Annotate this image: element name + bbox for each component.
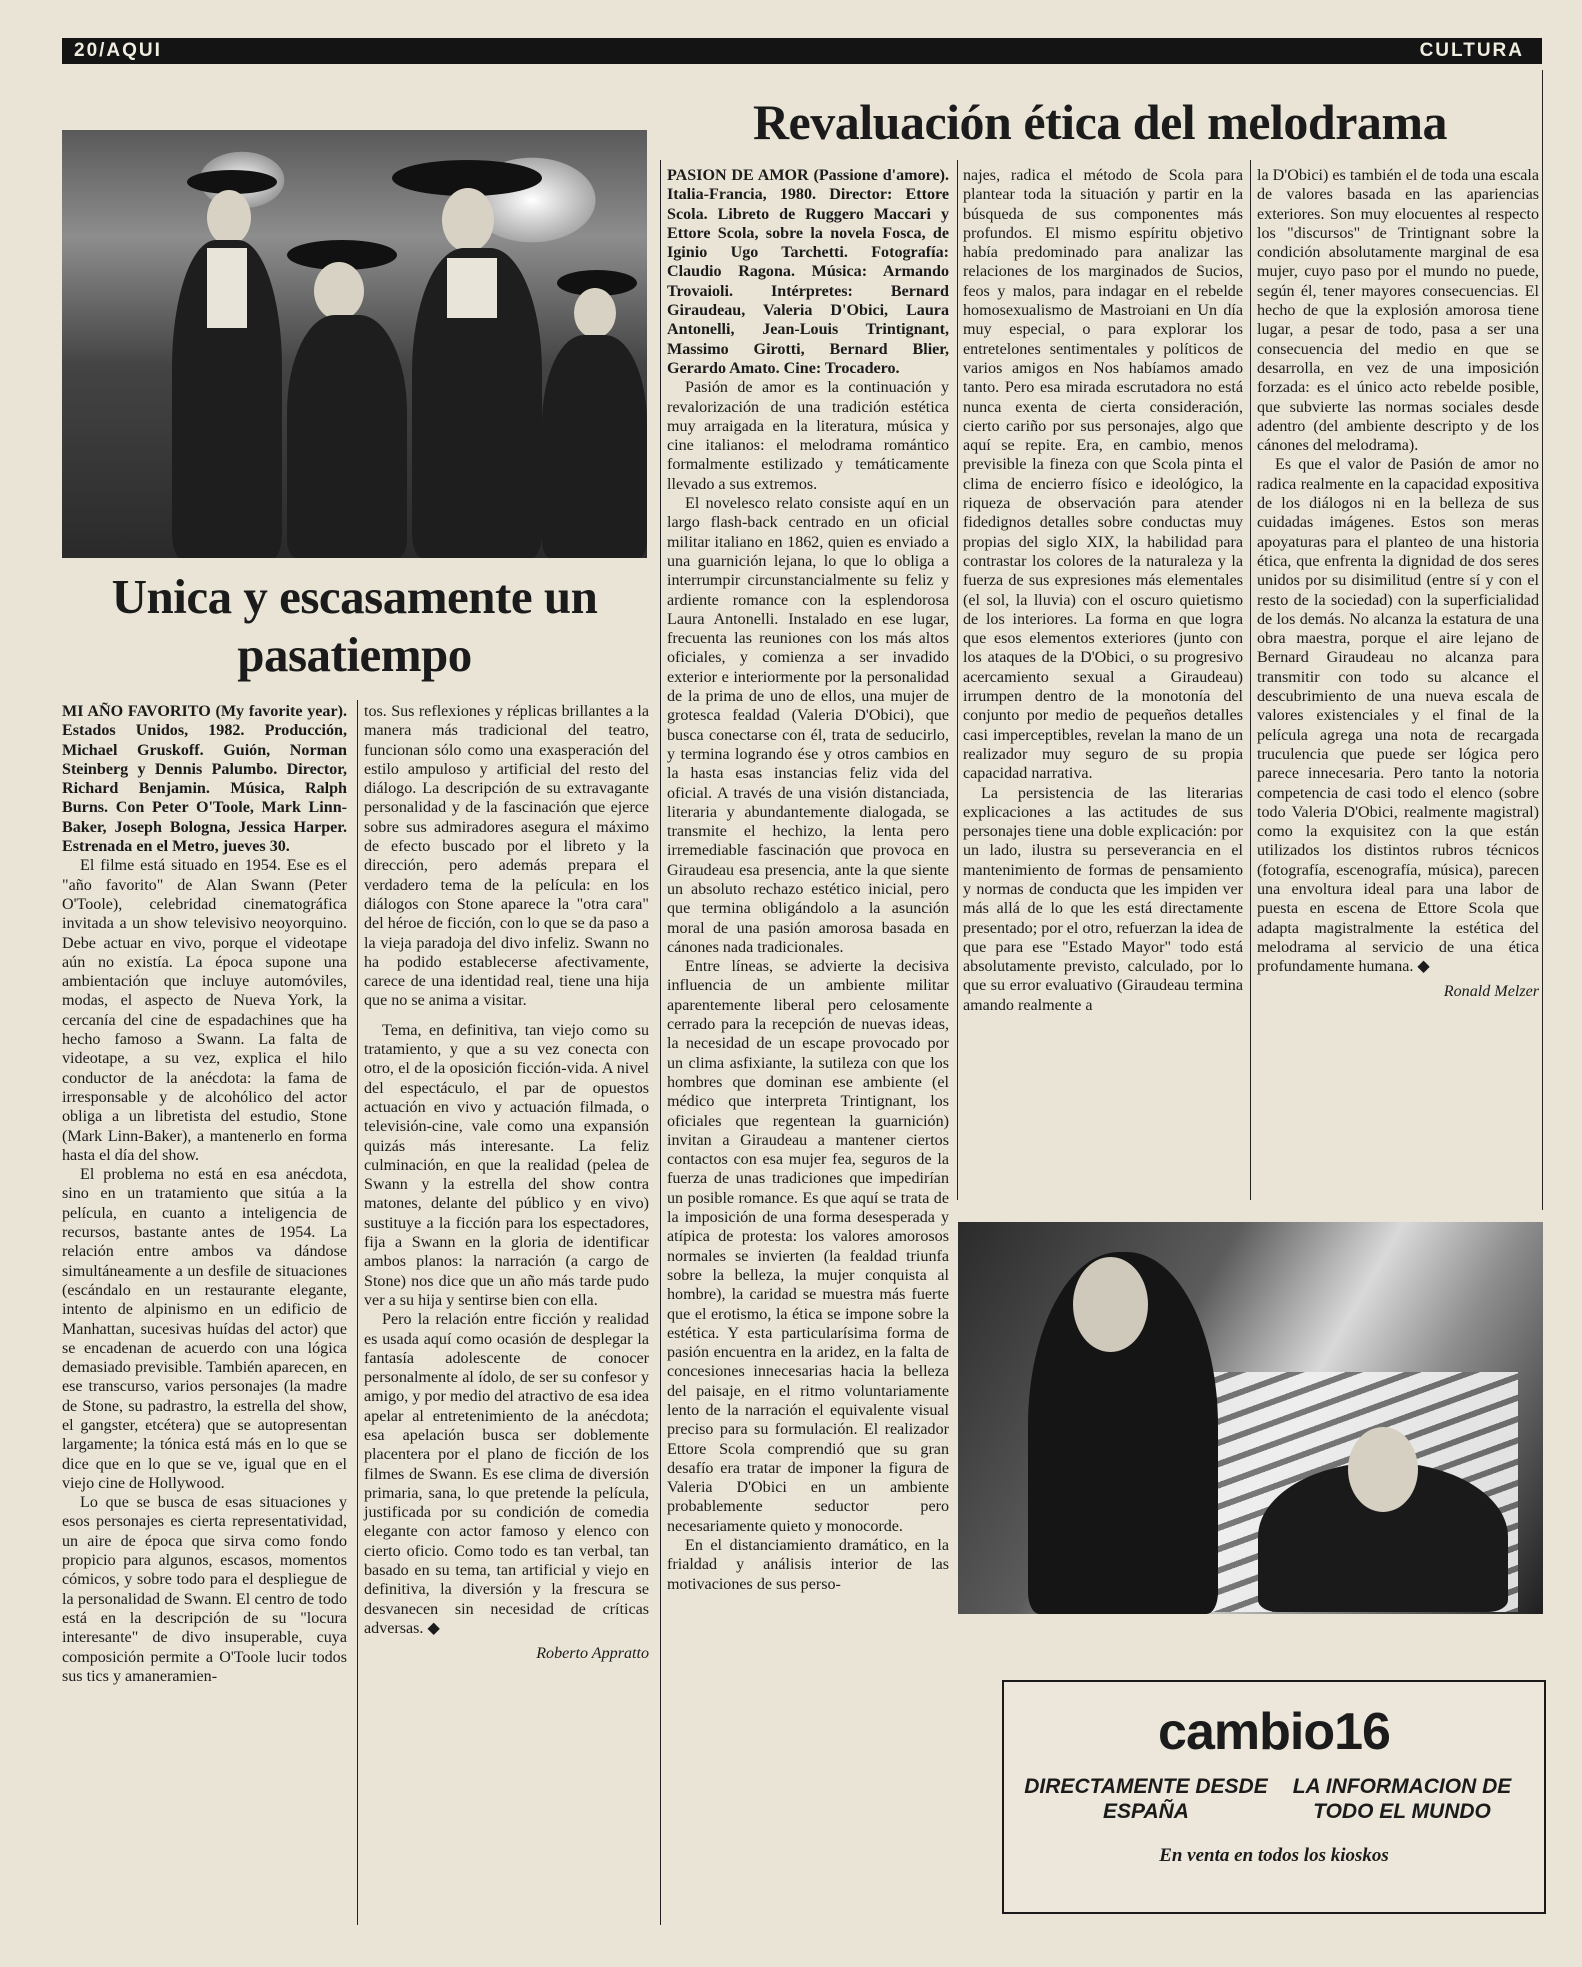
film-still-photo-2 <box>958 1222 1543 1614</box>
column-rule <box>1250 160 1251 1200</box>
page-header-bar <box>62 38 1542 64</box>
film-still-photo <box>62 130 647 558</box>
page-number: 20/AQUI <box>74 40 162 61</box>
paragraph: la D'Obici) es también el de toda una escala de valores basada en las apariencias exteriores. Son muy elocuentes al respecto los "discursos" de Trintignant sobre la condición absolutamente marginal de esa mujer, cuyo paso por el mundo no puede, según él, tener mayores consecuencias. El hecho de que la explosión amorosa tiene lugar, a pesar de todo, pasa a ser una consecuencia del medio en que se desarrolla, en vez de una imposición forzada: es el único acto rebelde posible, que subvierte las normas sociales desde adentro (del ambiente descripto y de los cánones del melodrama). <box>1257 167 1539 455</box>
ad-left-tagline: DIRECTAMENTE DESDE ESPAÑA <box>1024 1775 1268 1823</box>
paragraph: En el distanciamiento dramático, en la frialdad y análisis interior de las motivaciones de sus perso- <box>667 1537 949 1593</box>
paragraph: Pero la relación entre ficción y realidad es usada aquí como ocasión de desplegar la fantasía adolescente de conocer personalmente al ídolo, de ser su confesor y amigo, y por medio del atractivo de esa idea apelar al entretenimiento de la anécdota; esa apelación busca ser doblemente placentera por el plano de ficción de los filmes de Swann. Es ese clima de diversión primaria, sana, lo que pretende la película, justificada por su condición de comedia elegante con actor famoso y elenco con cierto oficio. Como todo es tan verbal, tan basado en su tema, tan artificial y viejo en definitiva, la diversión y la frescura se desvanecen sin necesidad de críticas adversas. ◆ <box>364 1311 649 1637</box>
paragraph: Es que el valor de Pasión de amor no radica realmente en la capacidad expositiva de los diálogos ni en la belleza de sus cuidadas imágenes. Estos son meras apoyaturas para el planteo de una historia ética, que enfrenta la dignidad de dos seres unidos por su disimilitud (entre sí y con el resto de la sociedad) con la superficialidad de los demás. No alcanza la estatura de una obra maestra, porque el aire lejano de Bernard Giraudeau no alcanza para transmitir con todo su alcance el descubrimiento de una nueva escala de valores existenciales y el final de la película agrega una nota de recargada truculencia que puede ser lógica pero parece innecesaria. Pero tanto la notoria competencia de casi todo el elenco (sobre todo Valeria D'Obici, realmente magistral) como la exquisitez con la que están utilizados los distintos rubros técnicos (fotografía, escenografía, música), parecen una envoltura ideal para una labor de puesta en escena de Ettore Scola que adapta magistralmente la estética del melodrama al servicio de una ética profundamente humana. ◆ <box>1257 456 1539 976</box>
right-article-column-1 <box>667 166 949 1594</box>
left-article-column-2 <box>364 702 649 1664</box>
section-name: CULTURA <box>1419 40 1524 61</box>
paragraph: Entre líneas, se advierte la decisiva influencia de un ambiente militar aparentemente liberal pero celosamente cerrado para la recepción de nuevas ideas, la necesidad de un escape provocado por un clima asfixiante, la sutileza con que los hombres que dominan ese ambiente (el médico que interpreta Trintignant, los oficiales que regentean la guarnición) invitan a Giraudeau a mantener ciertos contactos con esa mujer fea, seguros de la fuerza de unas tradiciones que impedirían un posible romance. Es que aquí se trata de la imposición de una forma desesperada y atípica de protesta: los valores amorosos normales se invierten (la fealdad triunfa sobre la belleza, la mujer conquista al hombre), la caridad se muestra más fuerte que el erotismo, la ética se impone sobre la estética. Y esta particularísima forma de pasión encuentra en la aridez, en la falta de concesiones innecesarias hacia la belleza del paisaje, en el ritmo voluntariamente lento de la narración el equivalente visual preciso para su formulación. El realizador Ettore Scola comprendió que su gran desafío era tratar de imponer la figura de Valeria D'Obici en un ambiente probablemente seductor pero necesariamente quieto y monocorde. <box>667 958 949 1535</box>
right-headline: Revaluación ética del melodrama <box>752 94 1448 150</box>
paragraph: El novelesco relato consiste aquí en un largo flash-back centrado en un oficial militar italiano en 1862, quien es enviado a una guarnición lejana, lo que lo obliga a interrumpir circunstancialmente su feliz y ardiente romance con la esplendorosa Laura Antonelli. Instalado en ese lugar, frecuenta las reuniones con los más altos oficiales, y comienza a ser invadido exterior e interiormente por la personalidad de la prima de uno de ellos, una mujer de grotesca fealdad (Valeria D'Obici), que busca conectarse con él, trata de seducirlo, y termina logrando ése y otros cambios en la hasta esas instancias feliz vida del oficial. A través de una visión distanciada, literaria y abundantemente dialogada, se transmite el hechizo, la lenta pero irremediable fascinación que provoca en Giraudeau esa presencia, ante la que siente un absoluto rechazo estético inicial, pero que termina obligándolo a la asunción moral de una pasión amorosa basada en cánones nada tradicionales. <box>667 495 949 956</box>
paragraph: La persistencia de las literarias explicaciones a las actitudes de sus personajes tiene una doble explicación: por un lado, ilustra su perseverancia en el mantenimiento de formas de pensamiento y normas de conducta que les impiden ver más allá de lo que les está directamente presentado; por el otro, refuerzan la idea de que para ese "Estado Mayor" todo está absolutamente previsto, calculado, por lo que su error evaluativo (Giraudeau termina amando realmente a <box>963 784 1243 1014</box>
paragraph: Tema, en definitiva, tan viejo como su tratamiento, y que a su vez conecta con otro, el de la oposición ficción-vida. A nivel del espectáculo, el par de opuestos actuación en vivo y actuación filmada, o televisión-cine, vale como una expansión quizás más interesante. La feliz culminación, en que la realidad (pelea de Swann y la estrella del show contra matones, delante del público y en vivo) sustituye a la ficción para los espectadores, fija a Swann en la gloria de identificar ambos planos: la narración (a cargo de Stone) nos dice que un año más tarde pudo ver a su hija y sentirse bien con ella. <box>364 1021 649 1309</box>
left-headline: Unica y escasamente un pasatiempo <box>111 569 598 682</box>
paragraph: El problema no está en esa anécdota, sino en un tratamiento que sitúa a la película, en cuanto a inteligencia de recursos, bastante antes de 1954. La relación entre ambos va dándose simultáneamente a un desfile de situaciones (escándalo en un restaurante elegante, intento de alpinismo en un edificio de Manhattan, sucesivas huídas del actor) que se encadenan de acuerdo con una lógica demasiado previsible. También aparecen, en ese transcurso, varios personajes (la madre de Stone, su padrastro, la estrella del show, el gangster, etcétera) que se autopresentan largamente; la tónica está más en lo que se dice que en lo que se ve, igual que en el viejo cine de Hollywood. <box>62 1166 347 1492</box>
paragraph: najes, radica el método de Scola para plantear toda la situación y partir en la búsqueda de sus componentes más profundos. El mismo espíritu objetivo había predominado para analizar las relaciones de los marginados de Sucios, feos y malos, para indagar en el rebelde homosexualismo de Mastroiani en Un día muy especial, o para explorar los entretelones sentimentales y políticos de varios amigos en Nos habíamos amado tanto. Pero esa mirada escrutadora no está nunca exenta de cierta consideración, cierto cariño por sus personajes, algo que aquí se repite. Era, en cambio, menos previsible la fineza con que Scola pinta el clima de encierro físico e ideológico, la riqueza de observación para atender fidedignos detalles sobre conductas muy propias del siglo XIX, la habilidad para contrastar los colores de la naturaleza y la fuerza de sus expresiones más elementales (el sol, la lluvia) con el oscuro quietismo de los interiores. La forma en que logra que esos elementos exteriores (junto con los ataques de la D'Obici, o su progresivo acercamiento sexual a Giraudeau) irrumpen dentro de la monotonía del conjunto por medio de pequeños detalles casi imperceptibles, revelan la mano de un realizador muy seguro de su propia capacidad narrativa. <box>963 167 1243 783</box>
column-rule <box>660 160 661 1925</box>
right-article-signature: Ronald Melzer <box>1443 983 1539 1001</box>
ad-right-tagline: LA INFORMACION DE TODO EL MUNDO <box>1292 1775 1512 1823</box>
paragraph: El filme está situado en 1954. Ese es el "año favorito" de Alan Swann (Peter O'Toole), celebridad cinematográfica invitada a un show televisivo neoyorquino. Debe actuar en vivo, porque el videotape aún no existía. La época supone una ambientación que incluye automóviles, modas, el aspecto de Nueva York, la cercanía del cine de espadachines que ha hecho famoso a Swann. La falta de videotape, a su vez, explica el hilo conductor de la anécdota: la fama de irresponsable y de alcohólico del actor obliga a un libretista del estudio, Stone (Mark Linn-Baker), a mantenerlo en forma hasta el día del show. <box>62 857 347 1164</box>
right-article-column-2 <box>963 166 1243 1015</box>
cambio16-logo: cambio16 <box>1158 1703 1390 1761</box>
right-article-column-3 <box>1257 166 1539 1002</box>
right-article-credits: PASION DE AMOR (Passione d'amore). Italia-Francia, 1980. Director: Ettore Scola. Libreto de Ruggero Maccari y Ettore Scola, sobre la novela Fosca, de Iginio Ugo Tarchetti. Fotografía: Claudio Ragona. Música: Armando Trovaioli. Intérpretes: Bernard Giraudeau, Valeria D'Obici, Laura Antonelli, Jean-Louis Trintignant, Massimo Girotti, Bernard Blier, Gerardo Amato. Cine: Trocadero. <box>667 167 949 377</box>
left-article-signature: Roberto Appratto <box>536 1645 649 1663</box>
ad-bottom-text: En venta en todos los kioskos <box>1159 1845 1389 1866</box>
paragraph: Lo que se busca de esas situaciones y esos personajes es cierta representatividad, un aire de época que sirva como fondo propicio para algunos, escasos, momentos cómicos, y sobre todo para el despliegue de la personalidad de Swann. El centro de todo está en la descripción de su "locura interesante" de divo insuperable, cuya composición permite a O'Toole lucir todos sus tics y amaneramien- <box>62 1494 347 1685</box>
paragraph: Pasión de amor es la continuación y revalorización de una tradición estética muy arraigada en la literatura, música y cine italianos: el melodrama romántico formalmente estilizado y temáticamente llevado a sus extremos. <box>667 379 949 493</box>
cambio16-advertisement <box>1002 1680 1546 1914</box>
column-rule <box>957 160 958 1200</box>
column-rule <box>1542 70 1543 1210</box>
left-article-credits: MI AÑO FAVORITO (My favorite year). Estados Unidos, 1982. Producción, Michael Gruskoff. Guión, Norman Steinberg y Dennis Palumbo. Director, Richard Benjamin. Música, Ralph Burns. Con Peter O'Toole, Mark Linn-Baker, Joseph Bologna, Jessica Harper. Estrenada en el Metro, jueves 30. <box>62 703 347 856</box>
paragraph: tos. Sus reflexiones y réplicas brillantes a la manera más tradicional del teatro, funcionan sólo como una exasperación del estilo ampuloso y artificial del resto del diálogo. La descripción de su extravagante personalidad y de la fascinación que ejerce sobre sus admiradores asegura el máximo de efecto buscado por el libreto y la dirección, pero además prepara el verdadero tema de la película: en los diálogos con Stone aparece la "otra cara" del héroe de ficción, con lo que se da paso a la vieja paradoja del divo infeliz. Swann no ha podido establecerse afectivamente, carece de una identidad real, tiene una hija que no se anima a visitar. <box>364 703 649 1010</box>
left-article-column-1 <box>62 702 347 1686</box>
column-rule <box>357 700 358 1925</box>
